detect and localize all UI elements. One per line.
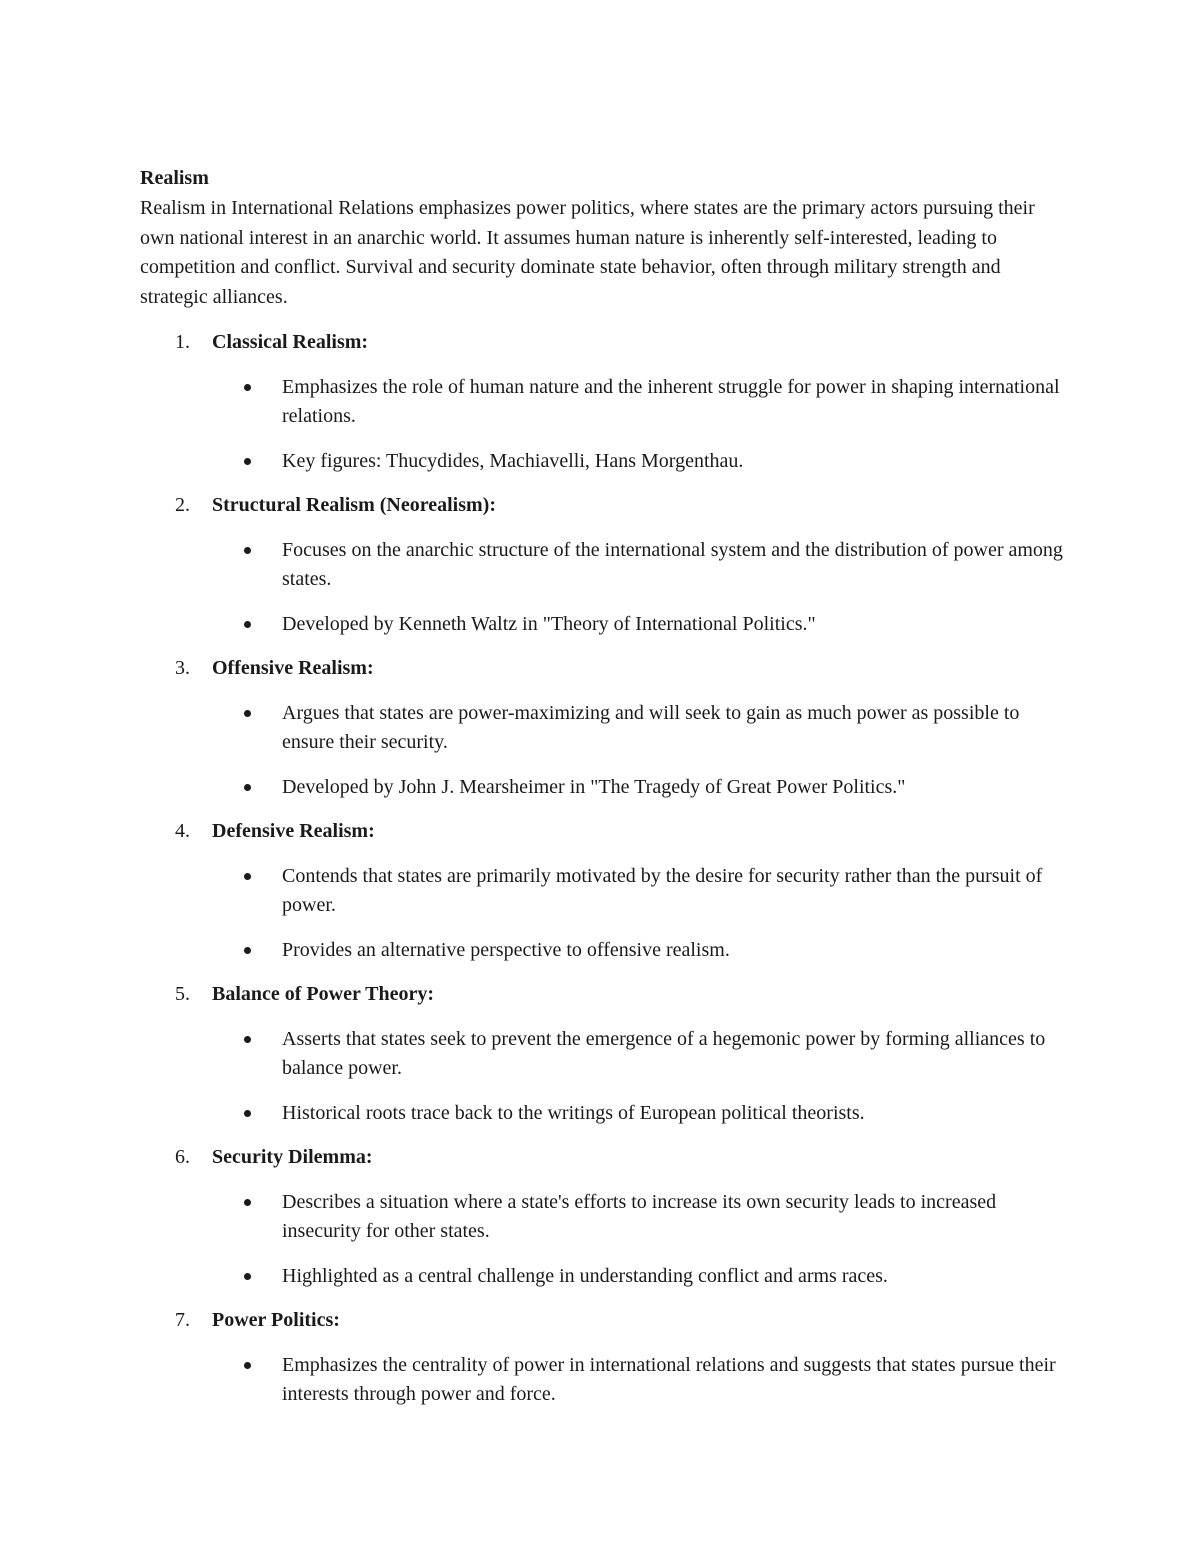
bullet-text: Contends that states are primarily motivated by the desire for security rather than the pursuit of power. (282, 864, 1043, 916)
bullet-text: Emphasizes the centrality of power in international relations and suggests that states pursue their interests through power and force. (282, 1353, 1056, 1405)
list-item-section (140, 817, 1070, 965)
bullet-item (140, 1025, 1070, 1084)
bullet-item (140, 1099, 1070, 1129)
section-number: 4. (175, 820, 190, 842)
bullet-item (140, 447, 1070, 477)
section-number: 6. (175, 1146, 190, 1168)
bullet-text: Developed by Kenneth Waltz in "Theory of International Politics." (282, 612, 816, 635)
bullet-icon (244, 710, 251, 717)
bullet-text: Emphasizes the role of human nature and the inherent struggle for power in shaping international relations. (282, 375, 1060, 427)
section-title: Offensive Realism: (212, 657, 374, 679)
bullet-icon (244, 784, 251, 791)
numbered-list (140, 328, 1070, 1410)
bullet-icon (244, 547, 251, 554)
intro-paragraph: Realism in International Relations emphasizes power politics, where states are the primary actors pursuing their own national interest in an anarchic world. It assumes human nature is inherently self-interested, leading to competition and conflict. Survival and security dominate state behavior, often through military strength and strategic alliances. (140, 197, 1035, 308)
bullet-icon (244, 1036, 251, 1043)
list-item-section (140, 1306, 1070, 1410)
section-number: 1. (175, 331, 190, 353)
bullet-text: Developed by John J. Mearsheimer in "The Tragedy of Great Power Politics." (282, 775, 906, 798)
list-item-section (140, 328, 1070, 476)
bullet-item (140, 936, 1070, 966)
bullet-icon (244, 947, 251, 954)
bullet-icon (244, 458, 251, 465)
bullet-icon (244, 1273, 251, 1280)
section-heading (140, 1143, 1070, 1173)
bullet-item (140, 1188, 1070, 1247)
bullet-item (140, 1351, 1070, 1410)
section-number: 7. (175, 1309, 190, 1331)
section-heading (140, 1306, 1070, 1336)
section-heading (140, 817, 1070, 847)
section-title: Classical Realism: (212, 331, 369, 353)
bullet-item (140, 1262, 1070, 1292)
bullet-text: Key figures: Thucydides, Machiavelli, Hans Morgenthau. (282, 449, 744, 472)
bullet-icon (244, 1110, 251, 1117)
bullet-item (140, 536, 1070, 595)
section-number: 3. (175, 657, 190, 679)
bullet-text: Asserts that states seek to prevent the emergence of a hegemonic power by forming alliances to balance power. (282, 1027, 1046, 1079)
section-title: Balance of Power Theory: (212, 983, 435, 1005)
bullet-text: Provides an alternative perspective to offensive realism. (282, 938, 730, 961)
list-item-section (140, 654, 1070, 802)
bullet-item (140, 773, 1070, 803)
list-item-section (140, 980, 1070, 1128)
bullet-text: Argues that states are power-maximizing and will seek to gain as much power as possible to ensure their security. (282, 701, 1020, 753)
bullet-item (140, 699, 1070, 758)
bullet-text: Historical roots trace back to the writings of European political theorists. (282, 1101, 865, 1124)
section-title: Power Politics: (212, 1309, 340, 1331)
bullet-item (140, 373, 1070, 432)
section-title: Structural Realism (Neorealism): (212, 494, 497, 516)
bullet-icon (244, 384, 251, 391)
bullet-icon (244, 1199, 251, 1206)
bullet-item (140, 862, 1070, 921)
section-heading (140, 654, 1070, 684)
list-item-section (140, 491, 1070, 639)
section-heading (140, 491, 1070, 521)
bullet-icon (244, 621, 251, 628)
section-number: 2. (175, 494, 190, 516)
bullet-icon (244, 1362, 251, 1369)
section-heading (140, 328, 1070, 358)
document-title: Realism (140, 167, 209, 189)
section-title: Security Dilemma: (212, 1146, 373, 1168)
section-title: Defensive Realism: (212, 820, 375, 842)
bullet-text: Focuses on the anarchic structure of the international system and the distribution of power among states. (282, 538, 1063, 590)
document-page (140, 162, 1070, 1425)
section-number: 5. (175, 983, 190, 1005)
bullet-text: Highlighted as a central challenge in understanding conflict and arms races. (282, 1264, 888, 1287)
list-item-section (140, 1143, 1070, 1291)
bullet-text: Describes a situation where a state's efforts to increase its own security leads to increased insecurity for other states. (282, 1190, 997, 1242)
bullet-icon (244, 873, 251, 880)
section-heading (140, 980, 1070, 1010)
bullet-item (140, 610, 1070, 640)
